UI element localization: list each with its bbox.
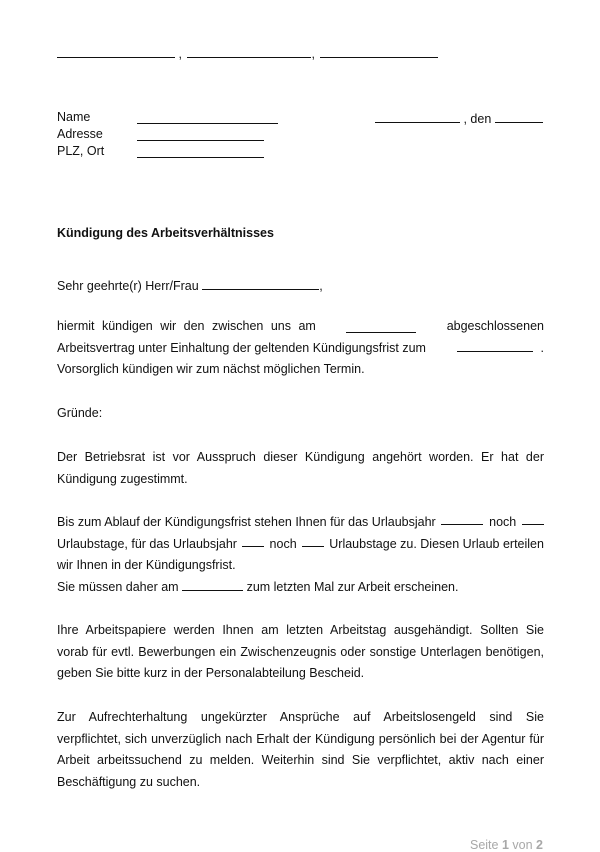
p1-line1-text: hiermit kündigen wir den zwischen uns am bbox=[57, 319, 316, 333]
salutation bbox=[57, 277, 323, 293]
termination-date-blank[interactable] bbox=[457, 339, 533, 352]
recipient-blank[interactable] bbox=[202, 277, 319, 290]
p3-line1-text: Bis zum Ablauf der Kündigungsfrist stehen Ihnen für das Urlaubsjahr bbox=[57, 515, 436, 529]
p3-line4-text: Sie müssen daher am bbox=[57, 580, 179, 595]
p5-line4: Beschäftigung zu suchen. bbox=[57, 775, 201, 790]
p4-line1: Ihre Arbeitspapiere werden Ihnen am letzten Arbeitstag ausgehändigt. Sollten Sie bbox=[57, 623, 544, 637]
blank-field[interactable] bbox=[187, 45, 311, 58]
blank-field[interactable] bbox=[320, 45, 438, 58]
year-blank[interactable] bbox=[441, 512, 483, 525]
period: . bbox=[540, 340, 544, 355]
days2-blank[interactable] bbox=[302, 534, 324, 547]
date-blank[interactable] bbox=[495, 110, 543, 123]
p1-line2-text: Arbeitsvertrag unter Einhaltung der geltenden Kündigungsfrist zum bbox=[57, 340, 426, 355]
separator: , bbox=[178, 47, 182, 61]
reasons-label: Gründe: bbox=[57, 406, 103, 420]
p5-line3: Arbeit arbeitssuchend zu melden. Weiterhin sind Sie verpflichtet, aktiv nach einer bbox=[57, 753, 544, 768]
den-label: , den bbox=[463, 112, 492, 126]
blank-field[interactable] bbox=[57, 45, 175, 58]
place-blank[interactable] bbox=[375, 110, 460, 123]
p3-line2-rest: Urlaubstage zu. Diesen Urlaub erteilen bbox=[329, 536, 544, 551]
p2-line2: Kündigung zugestimmt. bbox=[57, 471, 188, 486]
year2-blank[interactable] bbox=[242, 534, 264, 547]
contract-date-blank[interactable] bbox=[346, 320, 416, 333]
p1-line3: Vorsorglich kündigen wir zum nächst möglichen Termin. bbox=[57, 362, 365, 377]
last-day-blank[interactable] bbox=[182, 578, 243, 591]
comma: , bbox=[319, 279, 323, 293]
paragraph-termination bbox=[57, 316, 544, 381]
p3-line4-rest: zum letzten Mal zur Arbeit erscheinen. bbox=[246, 580, 459, 595]
page-middle: von bbox=[512, 838, 533, 852]
p3-line1-noch: noch bbox=[489, 515, 517, 529]
address-blank[interactable] bbox=[137, 128, 264, 141]
name-blank[interactable] bbox=[137, 111, 278, 124]
paragraph-unemployment bbox=[57, 707, 544, 794]
paragraph-works-council bbox=[57, 447, 544, 490]
salutation-text: Sehr geehrte(r) Herr/Frau bbox=[57, 279, 199, 293]
p3-line4 bbox=[57, 577, 544, 599]
zip-city-blank[interactable] bbox=[137, 145, 264, 158]
p3-line2-text: Urlaubstage, für das Urlaubsjahr bbox=[57, 536, 237, 551]
separator: , bbox=[311, 47, 315, 61]
current-page: 1 bbox=[501, 838, 509, 852]
days-blank[interactable] bbox=[522, 512, 544, 525]
p5-line1: Zur Aufrechterhaltung ungekürzter Ansprüche auf Arbeitslosengeld sind Sie bbox=[57, 710, 544, 724]
page-prefix: Seite bbox=[469, 838, 499, 852]
header-fill-line bbox=[57, 45, 438, 61]
p2-line1: Der Betriebsrat ist vor Ausspruch dieser Kündigung angehört worden. Er hat der bbox=[57, 450, 544, 464]
place-date-line bbox=[375, 110, 543, 126]
p3-line2-noch: noch bbox=[269, 536, 297, 551]
p4-line3: geben Sie bitte kurz in der Personalabteilung Bescheid. bbox=[57, 666, 365, 681]
p1-line1-end: abgeschlossenen bbox=[446, 319, 544, 333]
p4-line2: vorab für evtl. Bewerbungen ein Zwischenzeugnis oder sonstige Unterlagen benötigen, bbox=[57, 644, 544, 659]
zip-city-label: PLZ, Ort bbox=[57, 144, 105, 158]
p3-line3: wir Ihnen in der Kündigungsfrist. bbox=[57, 558, 236, 573]
paragraph-vacation bbox=[57, 512, 544, 599]
total-pages: 2 bbox=[536, 838, 543, 852]
p5-line2: verpflichtet, sich unverzüglich nach Erhalt der Kündigung persönlich bei der Agentur für bbox=[57, 731, 544, 746]
paragraph-papers bbox=[57, 620, 544, 685]
subject-heading: Kündigung des Arbeitsverhältnisses bbox=[57, 226, 274, 240]
name-label: Name bbox=[57, 110, 91, 124]
address-label: Adresse bbox=[57, 127, 103, 141]
